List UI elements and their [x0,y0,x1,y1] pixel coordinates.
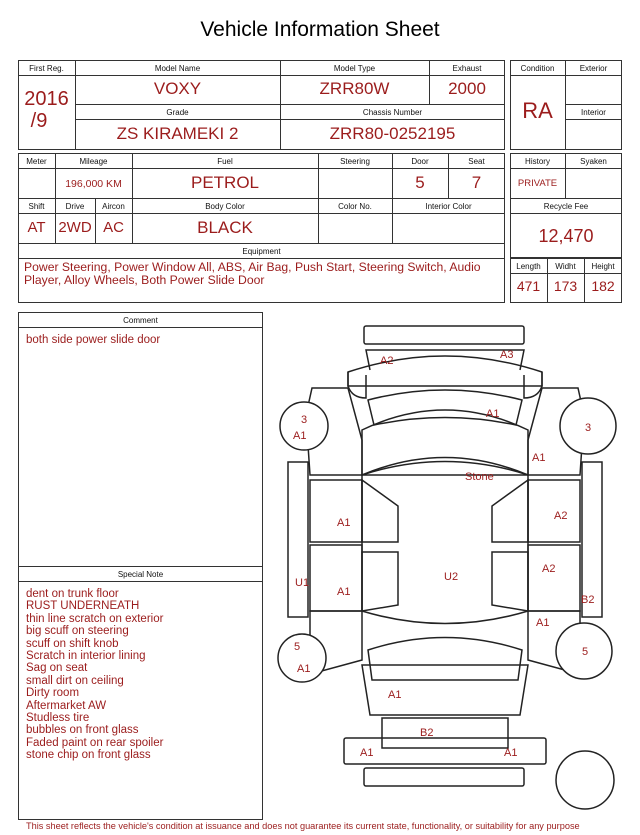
damage-mark-a1-wheel-left: A1 [293,430,307,442]
damage-mark-w3-right: 3 [585,422,592,434]
recycle-fee-value: 12,470 [538,226,594,246]
steering-label: Steering [340,157,370,166]
condition-label: Condition [520,64,555,73]
model-type: ZRR80W [319,79,390,98]
damage-mark-b2-right: B2 [581,594,595,606]
special-note-item: Faded paint on rear spoiler [26,736,164,749]
mileage-label: Mileage [79,157,108,166]
damage-mark-w5-right: 5 [582,646,589,658]
shift-value: AT [27,219,46,236]
special-note-item: bubbles on front glass [26,724,139,737]
special-note-item: Sag on seat [26,662,88,675]
damage-mark-b2-bottom: B2 [420,727,434,739]
page-title: Vehicle Information Sheet [200,18,440,41]
width-label: Widht [555,262,576,271]
model-name: VOXY [153,79,202,98]
special-note-label: Special Note [117,570,164,579]
drive-value: 2WD [58,219,92,236]
damage-mark-a1-bumper-right: A1 [504,747,518,759]
chassis-value: ZRR80-0252195 [329,124,456,143]
damage-mark-w5-left: 5 [294,641,301,653]
body-color-value: BLACK [197,218,253,237]
special-note-item: Studless tire [26,712,90,725]
seat-label: Seat [468,157,485,166]
exterior-label: Exterior [579,64,608,73]
comment-text: both side power slide door [26,334,161,346]
chassis-label: Chassis Number [362,108,423,117]
equipment-label: Equipment [242,247,281,256]
special-note-item: big scuff on steering [26,625,129,638]
car-damage-diagram [270,320,625,820]
damage-mark-a2-right-rear-door: A2 [542,563,556,575]
damage-mark-w3-left: 3 [301,414,308,426]
special-note-item: RUST UNDERNEATH [26,600,140,613]
exhaust-value: 2000 [448,79,486,98]
door-label: Door [411,157,429,166]
damage-mark-a1-wheel-left-rear: A1 [297,663,311,675]
history-label: History [525,157,550,166]
height-label: Height [591,262,615,271]
condition-grade: RA [522,98,553,123]
damage-mark-a2-top: A2 [380,355,394,367]
damage-mark-a3-top: A3 [500,349,514,361]
special-note-item: scuff on shift knob [26,637,119,650]
damage-mark-a1-rear: A1 [388,689,402,701]
first-reg-year: 2016 [24,88,69,110]
fuel-label: Fuel [217,157,233,166]
model-name-label: Model Name [154,64,201,73]
body-color-label: Body Color [205,202,245,211]
drive-label: Drive [65,202,85,211]
first-reg-label: First Reg. [29,64,64,73]
special-note-item: stone chip on front glass [26,749,151,762]
damage-mark-a1-bumper-left: A1 [360,747,374,759]
shift-label: Shift [28,202,45,211]
special-note-item: thin line scratch on exterior [26,612,164,625]
damage-mark-u1: U1 [295,577,310,589]
damage-mark-a2-right-door: A2 [554,510,568,522]
first-reg-month: /9 [30,110,48,132]
seat-value: 7 [471,173,482,192]
fuel-value: PETROL [190,173,260,192]
interior-color-label: Interior Color [425,202,472,211]
grade-label: Grade [166,108,189,117]
damage-mark-a1-right: A1 [532,452,546,464]
damage-mark-a1-left-door: A1 [337,517,351,529]
history-value: PRIVATE [517,178,558,189]
color-no-label: Color No. [338,202,372,211]
special-note-item: small dirt on ceiling [26,674,124,687]
damage-mark-u2: U2 [444,571,459,583]
equipment-value: Power Steering, Power Window All, ABS, Air Bag, Push Start, Steering Switch, Audio Player, Alloy Wheels, Both Power Slide Door [24,260,481,287]
aircon-label: Aircon [102,202,125,211]
grade-value: ZS KIRAMEKI 2 [116,124,239,143]
door-value: 5 [415,173,425,192]
footer-disclaimer: This sheet reflects the vehicle's condition at issuance and does not guarantee its current state, functionality, or suitability for any purpose [26,821,580,831]
model-type-label: Model Type [333,64,376,73]
special-note-list [26,588,163,762]
damage-mark-a1-upper: A1 [486,408,500,420]
length-label: Length [516,262,541,271]
width-value: 173 [553,278,578,294]
special-note-item: dent on trunk floor [26,588,119,600]
damage-mark-stone: Stone [465,471,494,483]
aircon-value: AC [103,219,124,236]
exhaust-label: Exhaust [452,64,482,73]
special-note-item: Dirty room [26,687,80,700]
length-value: 471 [516,278,541,294]
damage-mark-a1-right-lower: A1 [536,617,550,629]
meter-label: Meter [26,157,47,166]
comment-label: Comment [123,316,158,325]
recycle-fee-label: Recycle Fee [543,202,589,211]
special-note-item: Scratch in interior lining [26,650,146,663]
height-value: 182 [591,278,615,294]
interior-label: Interior [581,108,606,117]
special-note-item: Aftermarket AW [26,699,107,712]
damage-mark-a1-left-rear-door: A1 [337,586,351,598]
mileage-value: 196,000 KM [65,178,122,190]
syaken-label: Syaken [580,157,607,166]
